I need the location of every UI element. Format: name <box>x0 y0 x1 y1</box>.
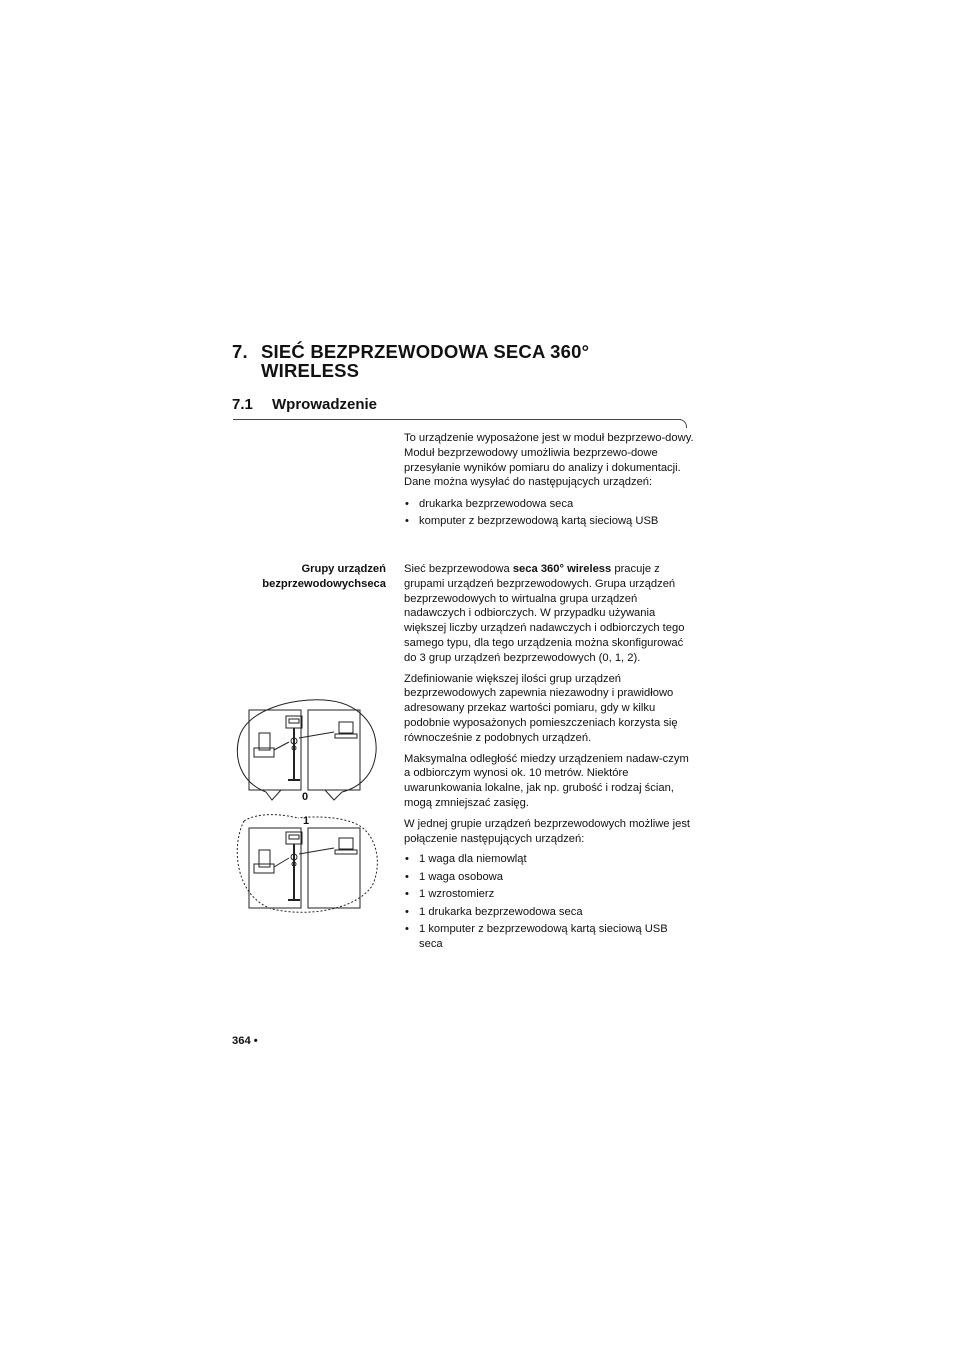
list-item: • 1 waga osobowa <box>404 870 694 885</box>
groups-paragraph-1 <box>404 562 694 666</box>
group-0-label: 0 <box>302 791 309 803</box>
chapter-title <box>232 342 672 380</box>
groups-p1-start: Sieć bezprzewodowa <box>404 563 513 575</box>
side-heading-line1: Grupy urządzeń <box>301 563 386 575</box>
list-item: • 1 waga dla niemowląt <box>404 852 694 867</box>
intro-block <box>404 431 694 529</box>
group-1-label: 1 <box>303 815 310 827</box>
group-1-diagram <box>237 815 377 913</box>
groups-block <box>404 562 694 952</box>
section-number: 7.1 <box>232 396 253 413</box>
section-title-text: Wprowadzenie <box>272 396 378 413</box>
section-heading <box>232 396 377 413</box>
chapter-title-text: SIEĆ BEZPRZEWODOWA SECA 360° WIRELESS <box>261 341 590 381</box>
wireless-groups-svg <box>232 696 382 916</box>
groups-paragraph-3: Maksymalna odległość miedzy urządzeniem nadaw-czym a odbiorczym wynosi ok. 10 metrów. Niektóre uwarunkowania lokalne, jak np. grubość i rodzaj ścian, mogą zmniejszać zasięg. <box>404 752 689 809</box>
groups-paragraph-2: Zdefiniowanie większej ilości grup urządzeń bezprzewodowych zapewnia niezawodny i prawidłowo adresowany przekaz wartości pomiaru, gdy w kilku podobnie wyposażonych pomieszczeniach korzysta się równocześnie z podobnych urządzeń. <box>404 672 678 744</box>
wireless-groups-illustration <box>232 696 382 916</box>
intro-paragraph: To urządzenie wyposażone jest w moduł bezprzewo-dowy. Moduł bezprzewodowy umożliwia bezprzewo-dowe przesyłanie wyników pomiaru do analizy i dokumentacji. Dane można wysyłać do następujących urządzeń: <box>404 432 694 489</box>
side-heading-line2: bezprzewodowychseca <box>262 578 386 590</box>
list-item: • 1 drukarka bezprzewodowa seca <box>404 905 694 920</box>
list-item: • komputer z bezprzewodową kartą sieciową USB <box>404 514 694 529</box>
section-divider <box>233 419 681 420</box>
list-item: • drukarka bezprzewodowa seca <box>404 497 694 512</box>
section-divider-hook <box>678 419 687 428</box>
list-item: • 1 komputer z bezprzewodową kartą sieciową USB seca <box>404 922 694 952</box>
page-number: 364 • <box>232 1035 258 1047</box>
group-device-list <box>404 852 694 951</box>
groups-p1-end: pracuje z grupami urządzeń bezprzewodowych. Grupa urządzeń bezprzewodowych to wirtualna grupa urządzeń nadawczych i odbiorczych. W przypadku używania większej liczby urządzeń nadawczych i odbiorczych tego samego typu, dla tego urządzenia można skonfigurować do 3 grup urządzeń bezprzewodowych (0, 1, 2). <box>404 563 685 664</box>
chapter-number: 7. <box>232 341 248 362</box>
intro-device-list <box>404 497 694 529</box>
groups-paragraph-4: W jednej grupie urządzeń bezprzewodowych możliwe jest połączenie następujących urządzeń: <box>404 817 691 845</box>
list-item: • 1 wzrostomierz <box>404 887 694 902</box>
side-heading-groups <box>262 562 386 592</box>
group-0-diagram <box>237 700 376 800</box>
product-name: seca 360° wireless <box>512 563 612 575</box>
